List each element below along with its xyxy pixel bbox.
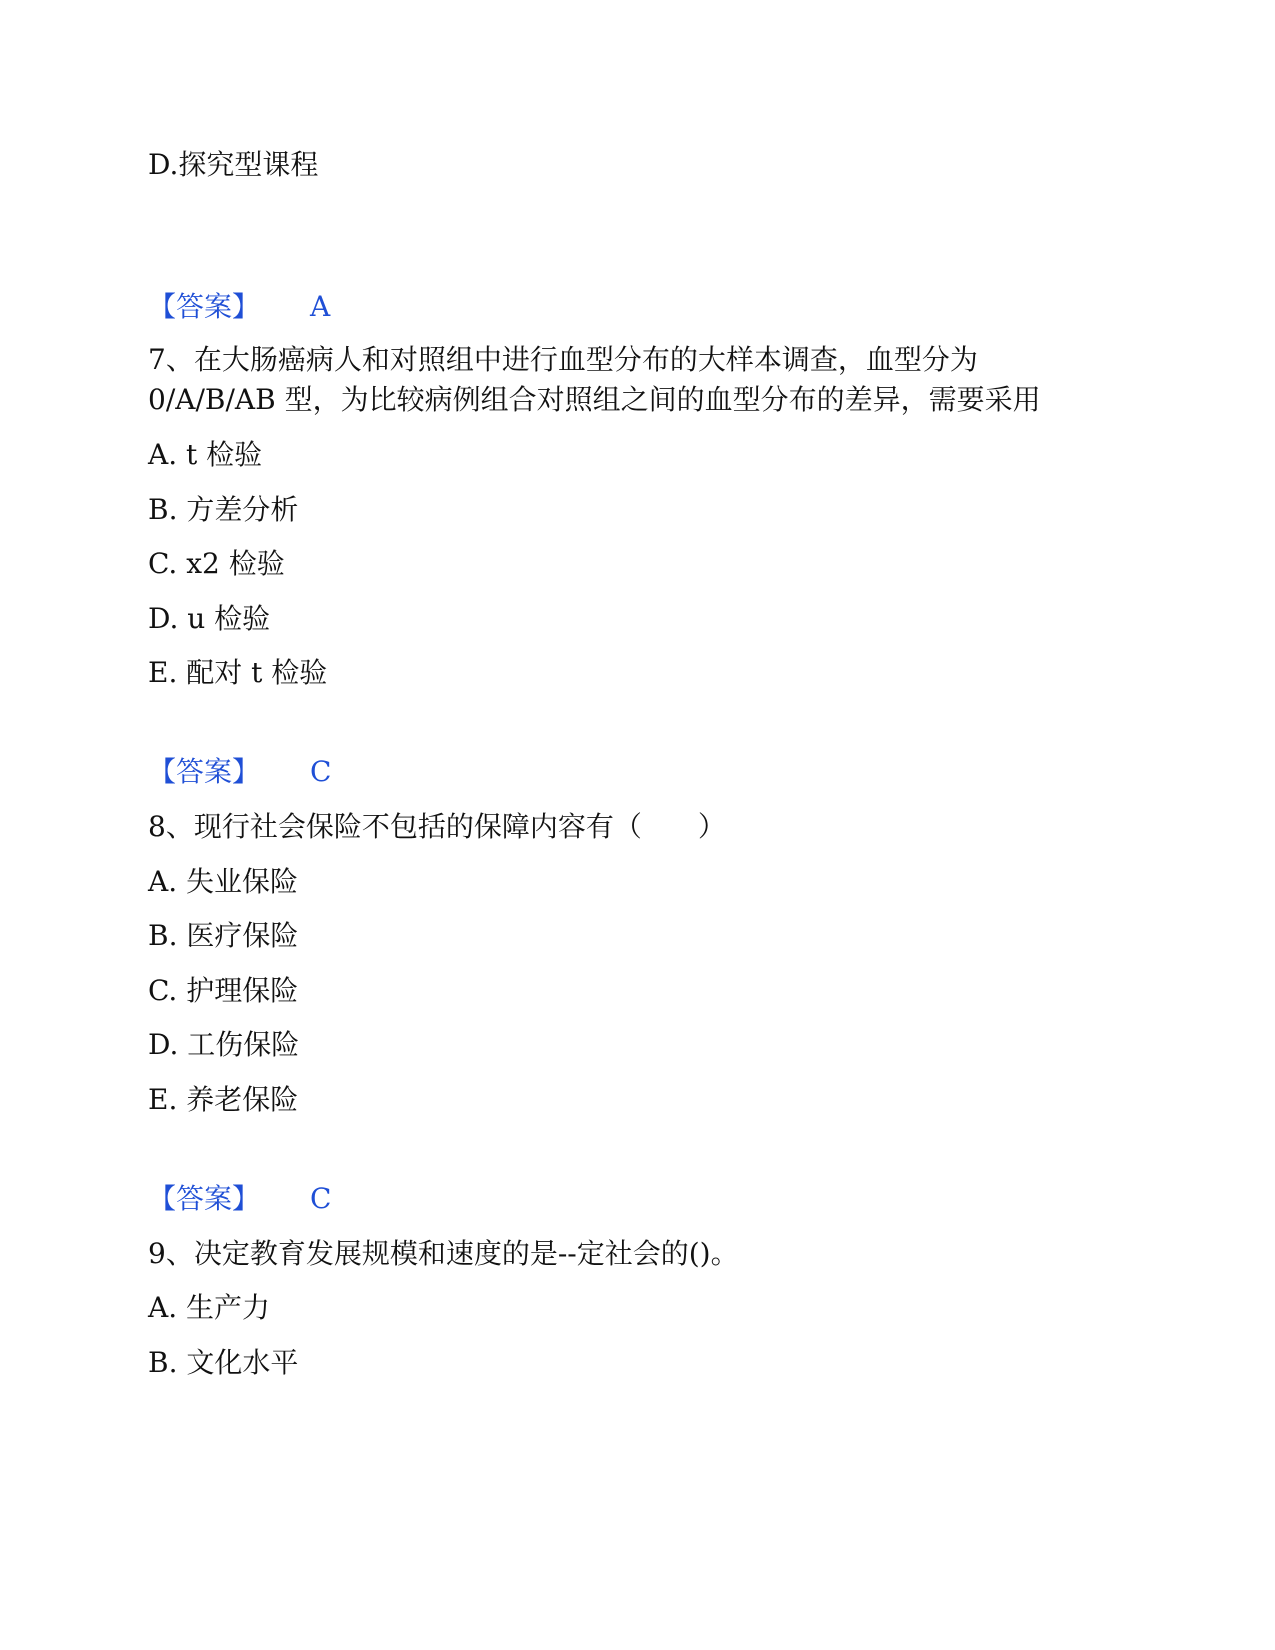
answer-letter: C	[310, 755, 332, 788]
answer-label	[148, 290, 330, 324]
option-text: C. x2 检验	[148, 547, 285, 580]
answer-label	[148, 1182, 331, 1216]
answer-letter: A	[310, 290, 331, 323]
option-text: E. 配对 t 检验	[148, 656, 328, 689]
option-text: D.探究型课程	[148, 148, 319, 181]
question-text: 9、决定教育发展规模和速度的是--定社会的()。	[148, 1237, 739, 1270]
answer-bracket: 【答案】	[148, 755, 261, 788]
option-text: A. t 检验	[148, 438, 263, 471]
answer-letter: C	[310, 1182, 332, 1215]
answer-bracket: 【答案】	[148, 1182, 261, 1215]
option-text: B. 医疗保险	[148, 919, 299, 952]
option-text: A. 失业保险	[148, 865, 299, 898]
option-text: A. 生产力	[148, 1291, 271, 1324]
answer-bracket: 【答案】	[148, 290, 261, 323]
option-text: D. u 检验	[148, 602, 271, 635]
question-text: 0/A/B/AB 型，为比较病例组合对照组之间的血型分布的差异，需要采用	[148, 383, 1041, 416]
option-text: B. 方差分析	[148, 493, 299, 526]
option-text: D. 工伤保险	[148, 1028, 300, 1061]
question-text: 7、在大肠癌病人和对照组中进行血型分布的大样本调查，血型分为	[148, 343, 978, 376]
question-text: 8、现行社会保险不包括的保障内容有（ ）	[148, 810, 726, 843]
answer-label	[148, 755, 331, 789]
option-text: C. 护理保险	[148, 974, 299, 1007]
option-text: E. 养老保险	[148, 1083, 299, 1116]
option-text: B. 文化水平	[148, 1346, 299, 1379]
